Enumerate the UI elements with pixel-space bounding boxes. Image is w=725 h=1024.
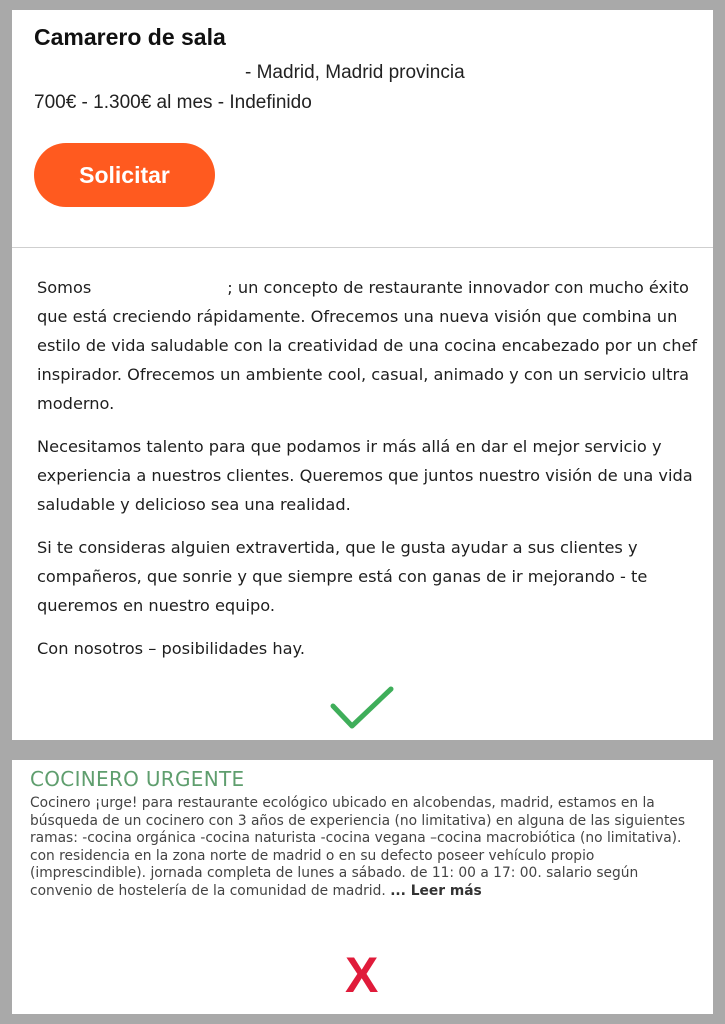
description-paragraph-1 — [37, 273, 709, 418]
job-description — [37, 273, 709, 677]
description-intro: Somos — [37, 278, 92, 297]
offer-snippet-text: Cocinero ¡urge! para restaurante ecológico ubicado en alcobendas, madrid, estamos en la búsqueda de un cocinero con 3 años de experiencia (no limitativa) en alguna de las siguientes ramas: -cocina orgánica -cocina naturista -cocina vegana –cocina macrobiótica (no limitativa). con residencia en la zona norte de madrid o en su defecto poseer vehículo propio (imprescindible). jornada completa de lunes a sábado. de 11: 00 a 17: 00. salario según convenio de hostelería de la comunidad de madrid. — [30, 795, 686, 899]
check-icon — [330, 686, 394, 732]
apply-button[interactable]: Solicitar — [34, 143, 215, 207]
job-title[interactable]: Camarero de sala — [34, 24, 226, 50]
x-icon: X — [345, 947, 379, 1003]
description-intro-rest: ; un concepto de restaurante innovador con mucho éxito que está creciendo rápidamente. Ofrecemos una nueva visión que combina un estilo de vida saludable con la creatividad de una cocina encabezado por un chef inspirador. Ofrecemos un ambiente cool, casual, animado y con un servicio ultra moderno. — [37, 278, 698, 413]
offer-snippet — [30, 795, 694, 900]
offer-title[interactable]: COCINERO URGENTE — [30, 767, 245, 791]
job-card-good — [12, 10, 713, 740]
read-more-link[interactable]: ... Leer más — [390, 882, 482, 899]
job-salary: 700€ - 1.300€ al mes - Indefinido — [34, 92, 312, 113]
divider — [12, 247, 713, 248]
job-card-bad — [12, 760, 713, 1014]
description-paragraph-2: Necesitamos talento para que podamos ir más allá en dar el mejor servicio y experiencia a nuestros clientes. Queremos que juntos nuestro visión de una vida saludable y delicioso sea una realidad. — [37, 437, 693, 514]
description-paragraph-3: Si te consideras alguien extravertida, que le gusta ayudar a sus clientes y compañeros, que sonrie y que siempre está con ganas de ir mejorando - te queremos en nuestro equipo. — [37, 538, 648, 615]
job-location: - Madrid, Madrid provincia — [245, 62, 465, 83]
description-paragraph-4: Con nosotros – posibilidades hay. — [37, 639, 305, 658]
